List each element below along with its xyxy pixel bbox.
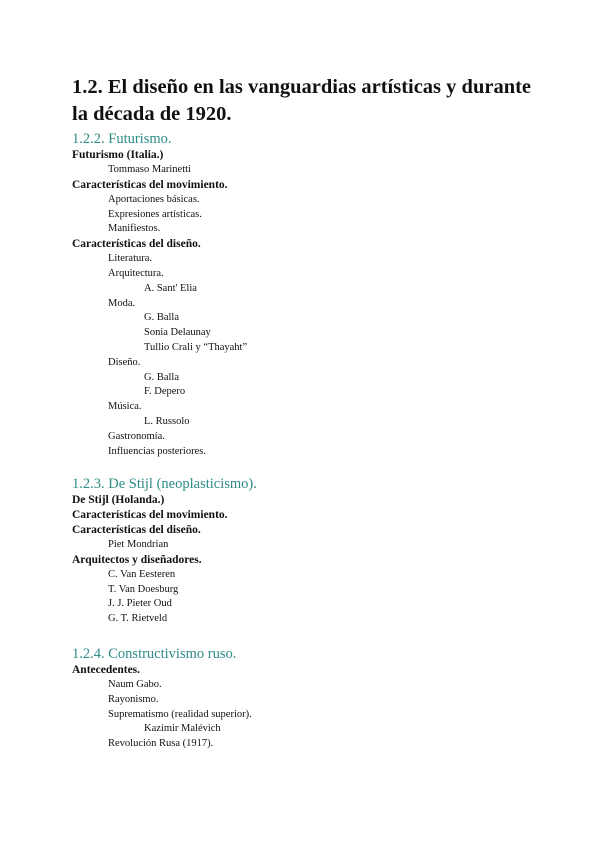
outline-item: Aportaciones básicas. — [108, 193, 200, 205]
outline-item: A. Sant' Elia — [144, 282, 197, 294]
section-heading: 1.2.4. Constructivismo ruso. — [72, 646, 237, 662]
outline-heading: Características del movimiento. — [72, 178, 228, 191]
outline-item: T. Van Doesburg — [108, 583, 179, 595]
outline-item: Tullio Crali y “Thayaht” — [144, 341, 248, 353]
outline-heading: De Stijl (Holanda.) — [72, 494, 165, 506]
outline-item: Kazimir Malévich — [144, 723, 221, 735]
outline-item: Influencias posteriores. — [108, 445, 206, 457]
outline-heading: Arquitectos y diseñadores. — [72, 553, 202, 566]
outline-item: Sonia Delaunay — [144, 327, 211, 339]
outline-item: C. Van Eesteren — [108, 568, 176, 580]
outline-item: Piet Mondrian — [108, 539, 169, 550]
page-title: 1.2. El diseño en las vanguardias artísticas y durante la década de 1920. — [72, 76, 532, 125]
outline-item: G. T. Rietveld — [108, 613, 168, 625]
outline-heading: Características del movimiento. — [72, 509, 228, 521]
outline-item: Naum Gabo. — [108, 679, 162, 690]
outline-item: Moda. — [108, 297, 136, 309]
outline-item: Arquitectura. — [108, 267, 164, 279]
outline-item: Música. — [108, 401, 142, 413]
outline-item: Expresiones artísticas. — [108, 208, 202, 220]
outline-heading: Futurismo (Italia.) — [72, 149, 164, 161]
outline-item: Revolución Rusa (1917). — [108, 738, 214, 750]
outline-item: Tommaso Marinetti — [108, 164, 191, 175]
section-heading: 1.2.3. De Stijl (neoplasticismo). — [72, 476, 257, 492]
outline-item: Literatura. — [108, 253, 153, 265]
outline-item: Manifiestos. — [108, 223, 161, 235]
section-lines — [72, 148, 572, 459]
section-constructivismo-ruso — [72, 645, 572, 752]
outline-item: F. Depero — [144, 386, 186, 398]
outline-item: G. Balla — [144, 312, 179, 324]
section-lines — [72, 663, 572, 752]
section-heading: 1.2.2. Futurismo. — [72, 131, 172, 147]
outline-item: G. Balla — [144, 371, 179, 383]
outline-heading: Características del diseño. — [72, 524, 201, 536]
outline-item: Suprematismo (realidad superior). — [108, 708, 252, 720]
outline-item: Rayonismo. — [108, 693, 159, 705]
section-de-stijl — [72, 475, 572, 627]
outline-item: Gastronomía. — [108, 430, 165, 442]
section-lines — [72, 493, 572, 627]
section-futurismo — [72, 130, 572, 459]
outline-heading: Antecedentes. — [72, 664, 141, 676]
outline-heading: Características del diseño. — [72, 238, 201, 251]
outline-item: Diseño. — [108, 356, 141, 368]
outline-item: L. Russolo — [144, 415, 190, 427]
outline-item: J. J. Pieter Oud — [108, 598, 172, 610]
